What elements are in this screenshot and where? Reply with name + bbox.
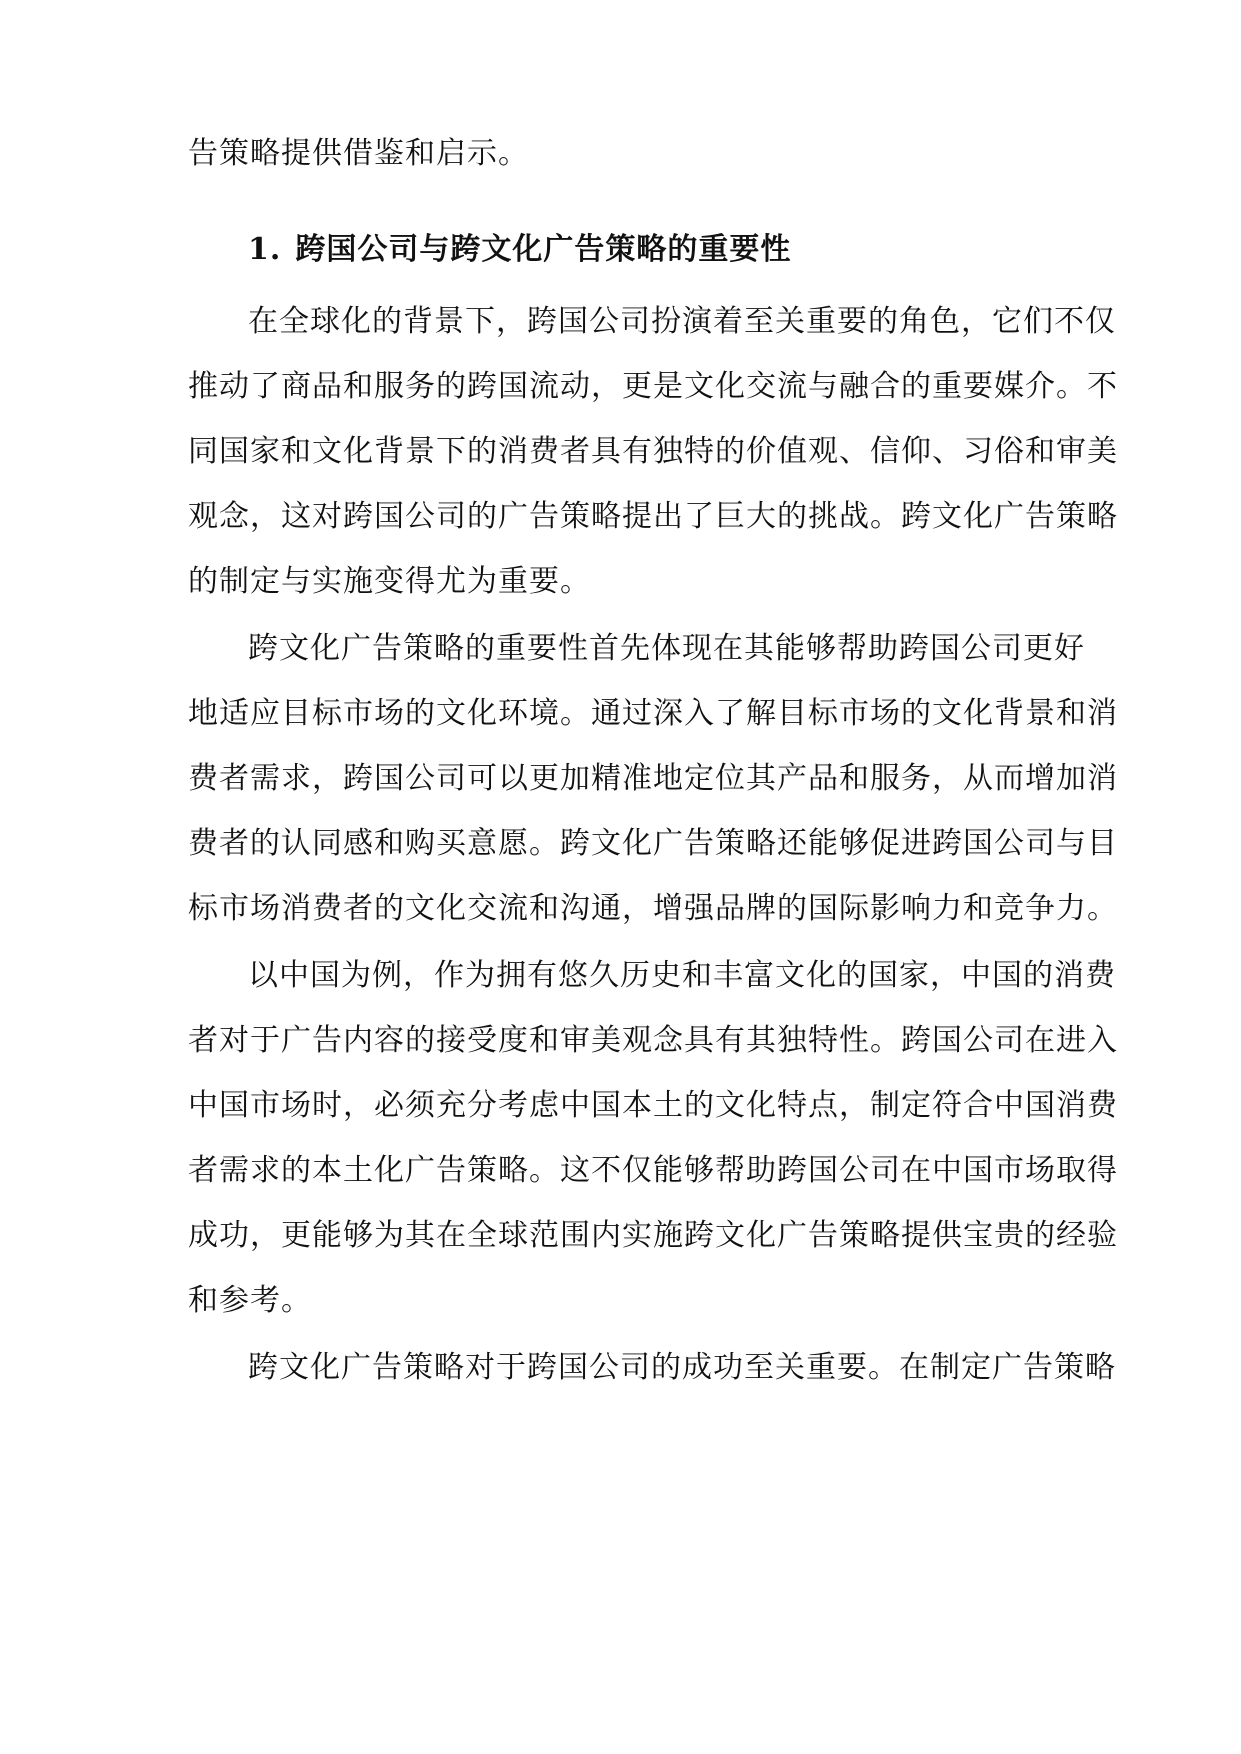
paragraph-2-line-1: 跨文化广告策略的重要性首先体现在其能够帮助跨国公司更好 (248, 631, 1085, 666)
paragraph-1-line-2: 推动了商品和服务的跨国流动，更是文化交流与融合的重要媒介。不 (188, 369, 1118, 404)
paragraph-2-line-2: 地适应目标市场的文化环境。通过深入了解目标市场的文化背景和消 (188, 696, 1118, 731)
paragraph-1-line-5: 的制定与实施变得尤为重要。 (188, 564, 591, 599)
paragraph-2-line-3: 费者需求，跨国公司可以更加精准地定位其产品和服务，从而增加消 (188, 761, 1118, 796)
paragraph-3-line-4: 者需求的本土化广告策略。这不仅能够帮助跨国公司在中国市场取得 (188, 1153, 1118, 1188)
intro-tail-line: 告策略提供借鉴和启示。 (188, 136, 529, 171)
section-heading (248, 230, 791, 270)
paragraph-2-line-4: 费者的认同感和购买意愿。跨文化广告策略还能够促进跨国公司与目 (188, 826, 1118, 861)
paragraph-1-line-4: 观念，这对跨国公司的广告策略提出了巨大的挑战。跨文化广告策略 (188, 499, 1118, 534)
paragraph-3-line-1: 以中国为例，作为拥有悠久历史和丰富文化的国家，中国的消费 (248, 958, 1116, 993)
section-title: 跨国公司与跨文化广告策略的重要性 (295, 232, 792, 267)
paragraph-3-line-5: 成功，更能够为其在全球范围内实施跨文化广告策略提供宝贵的经验 (188, 1218, 1118, 1253)
paragraph-3-line-3: 中国市场时，必须充分考虑中国本土的文化特点，制定符合中国消费 (188, 1088, 1118, 1123)
section-number: 1. (248, 232, 282, 267)
paragraph-1-line-3: 同国家和文化背景下的消费者具有独特的价值观、信仰、习俗和审美 (188, 434, 1118, 469)
paragraph-1-line-1: 在全球化的背景下，跨国公司扮演着至关重要的角色，它们不仅 (248, 304, 1116, 339)
paragraph-3-line-6: 和参考。 (188, 1283, 312, 1318)
paragraph-4-line-1: 跨文化广告策略对于跨国公司的成功至关重要。在制定广告策略 (248, 1350, 1116, 1385)
paragraph-3-line-2: 者对于广告内容的接受度和审美观念具有其独特性。跨国公司在进入 (188, 1023, 1118, 1058)
paragraph-2-line-5: 标市场消费者的文化交流和沟通，增强品牌的国际影响力和竞争力。 (188, 891, 1118, 926)
